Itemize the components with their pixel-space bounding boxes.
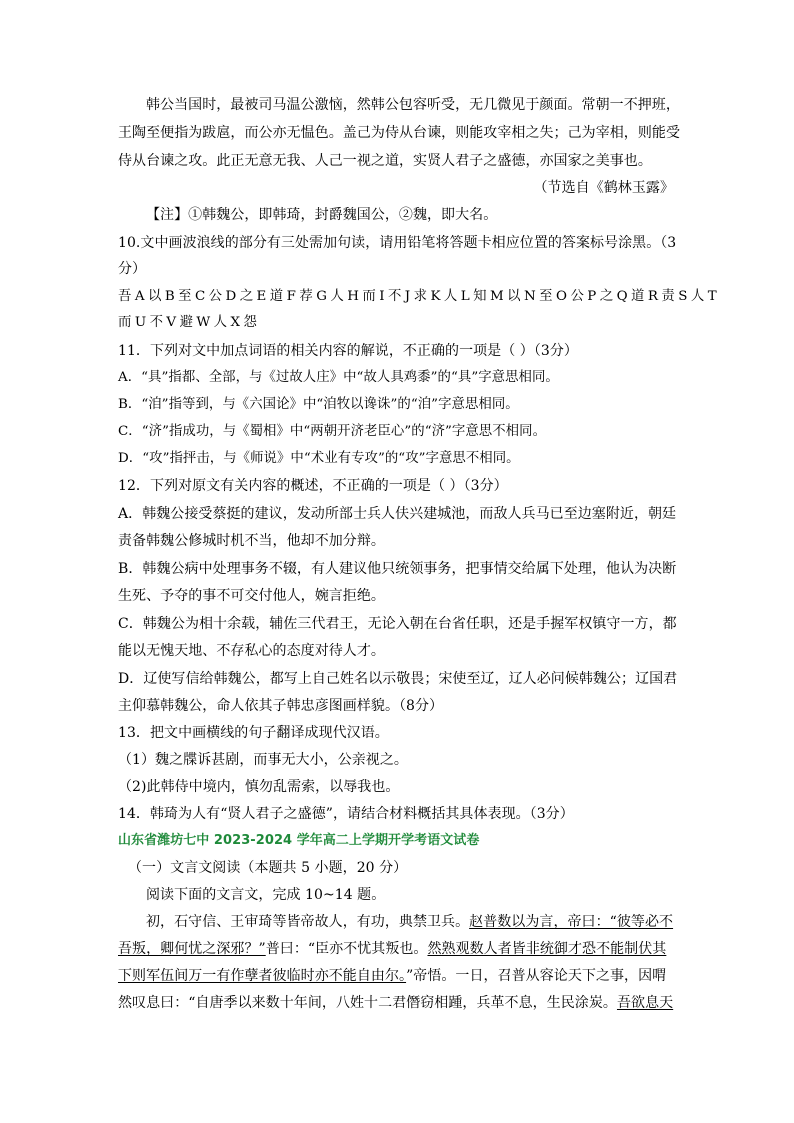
passage2-text: 然叹息曰：“自唐季以来数十年间，八姓十二君僭窃相踵，兵革不息，生民涂炭。 xyxy=(118,995,617,1011)
passage2-text: 普曰：“臣亦不忧其叛也。 xyxy=(265,941,428,957)
q12-option-b-line2: 生死、予夺的事不可交付他人，婉言拒绝。 xyxy=(118,588,385,604)
q13-stem: 13．把文中画横线的句子翻译成现代汉语。 xyxy=(118,725,389,741)
passage2-line1 xyxy=(146,912,706,932)
q10-options-line2: 而 U 不 V 避 W 人 X 怨 xyxy=(118,315,257,330)
q11-option-d: D．“攻”指抨击，与《师说》中“术业有专攻”的“攻”字意思不相同。 xyxy=(118,451,520,466)
passage2-text: ”帝悟。一日，召普从容论天下之事，因喟 xyxy=(406,968,667,984)
reading-instruction: 阅读下面的文言文，完成 10~14 题。 xyxy=(146,887,386,903)
q12-option-c-line1: C．韩魏公为相十余载，辅佐三代君王，无论入朝在台省任职，还是手握军权镇守一方，都 xyxy=(118,616,677,632)
underlined-sentence: 吾欲息天 xyxy=(616,995,674,1011)
q11-option-b: B．“洎”指等到，与《六国论》中“洎牧以谗诛”的“洎”字意思相同。 xyxy=(118,397,519,412)
passage1-line3: 侍从台谏之攻。此正无意无我、人己一视之道，实贤人君子之盛德，亦国家之美事也。 xyxy=(118,153,652,169)
q13-sentence-1: （1）魏之牒诉甚剧，而事无大小，公亲视之。 xyxy=(118,752,408,768)
passage2-line4 xyxy=(118,993,678,1013)
passage1-source: （节选自《鹤林玉露》 xyxy=(533,180,674,196)
q12-option-a-line1: A．韩魏公接受蔡挺的建议，发动所部士兵人伕兴建城池，而敌人兵马已至边塞附近，朝廷 xyxy=(118,506,677,522)
q12-option-b-line1: B．韩魏公病中处理事务不辍，有人建议他只统领事务，把事情交给属下处理，他认为决断 xyxy=(118,561,677,577)
q12-option-d-line1: D．辽使写信给韩魏公，都写上自己姓名以示敬畏；宋使至辽，辽人必问候韩魏公；辽国君 xyxy=(118,671,678,687)
underlined-sentence: 赵普数以为言，帝曰：“彼等必不 xyxy=(469,914,674,930)
passage2-line3 xyxy=(118,966,678,986)
q13-sentence-2: （2)此韩侍中境内，慎勿乱需索，以辱我也。 xyxy=(118,779,400,795)
q14-stem: 14．韩琦为人有“贤人君子之盛德”，请结合材料概括其具体表现。（3分） xyxy=(118,806,574,822)
q12-stem: 12．下列对原文有关内容的概述，不正确的一项是（ ）（3分） xyxy=(118,478,508,494)
section-heading: （一）文言文阅读（本题共 5 小题，20 分） xyxy=(128,860,408,876)
q11-stem: 11．下列对文中加点词语的相关内容的解说，不正确的一项是（ ）（3分） xyxy=(118,343,578,359)
passage1-note: 【注】①韩魏公，即韩琦，封爵魏国公，②魏，即大名。 xyxy=(146,207,498,223)
q10-stem-line2: 分） xyxy=(118,261,147,277)
underlined-sentence: 下则军伍间万一有作孽者彼临时亦不能自由尔。 xyxy=(118,968,407,984)
q12-option-a-line2: 责备韩魏公修城时机不当，他却不加分辩。 xyxy=(118,533,385,549)
q11-option-a: A．“具”指都、全部，与《过故人庄》中“故人具鸡黍”的“具”字意思相同。 xyxy=(118,370,559,385)
underlined-sentence: 吾叛，卿何忧之深邪？” xyxy=(118,941,266,957)
q10-stem-line1: 10.文中画波浪线的部分有三处需加句读，请用铅笔将答题卡相应位置的答案标号涂黑。（3 xyxy=(118,235,677,251)
q12-option-d-line2: 主仰慕韩魏公，命人依其子韩忠彦图画样貌。（8分） xyxy=(118,698,444,714)
passage1-line1: 韩公当国时，最被司马温公激恼，然韩公包容听受，无几微见于颜面。常朝一不押班， xyxy=(146,97,680,113)
passage2-line2 xyxy=(118,939,678,959)
exam-title: 山东省潍坊七中 2023-2024 学年高二上学期开学考语文试卷 xyxy=(118,833,480,848)
underlined-sentence: 然熟观数人者皆非统御才恐不能制伏其 xyxy=(427,941,667,957)
q12-option-c-line2: 能以无愧天地、不存私心的态度对待人才。 xyxy=(118,643,385,659)
q10-options-line1: 吾 A 以 B 至 C 公 D 之 E 道 F 荐 G 人 H 而 I 不 J 求 K 人 L 知 M 以 N 至 O 公 P 之 Q 道 R 责 S 人 T xyxy=(118,289,717,304)
q11-option-c: C．“济”指成功，与《蜀相》中“两朝开济老臣心”的“济”字意思不相同。 xyxy=(118,424,547,439)
passage2-text: 初，石守信、王审琦等皆帝故人，有功，典禁卫兵。 xyxy=(146,914,470,930)
passage1-line2: 王陶至便指为跋扈，而公亦无愠色。盖己为侍从台谏，则能攻宰相之失；己为宰相，则能受 xyxy=(118,125,680,141)
